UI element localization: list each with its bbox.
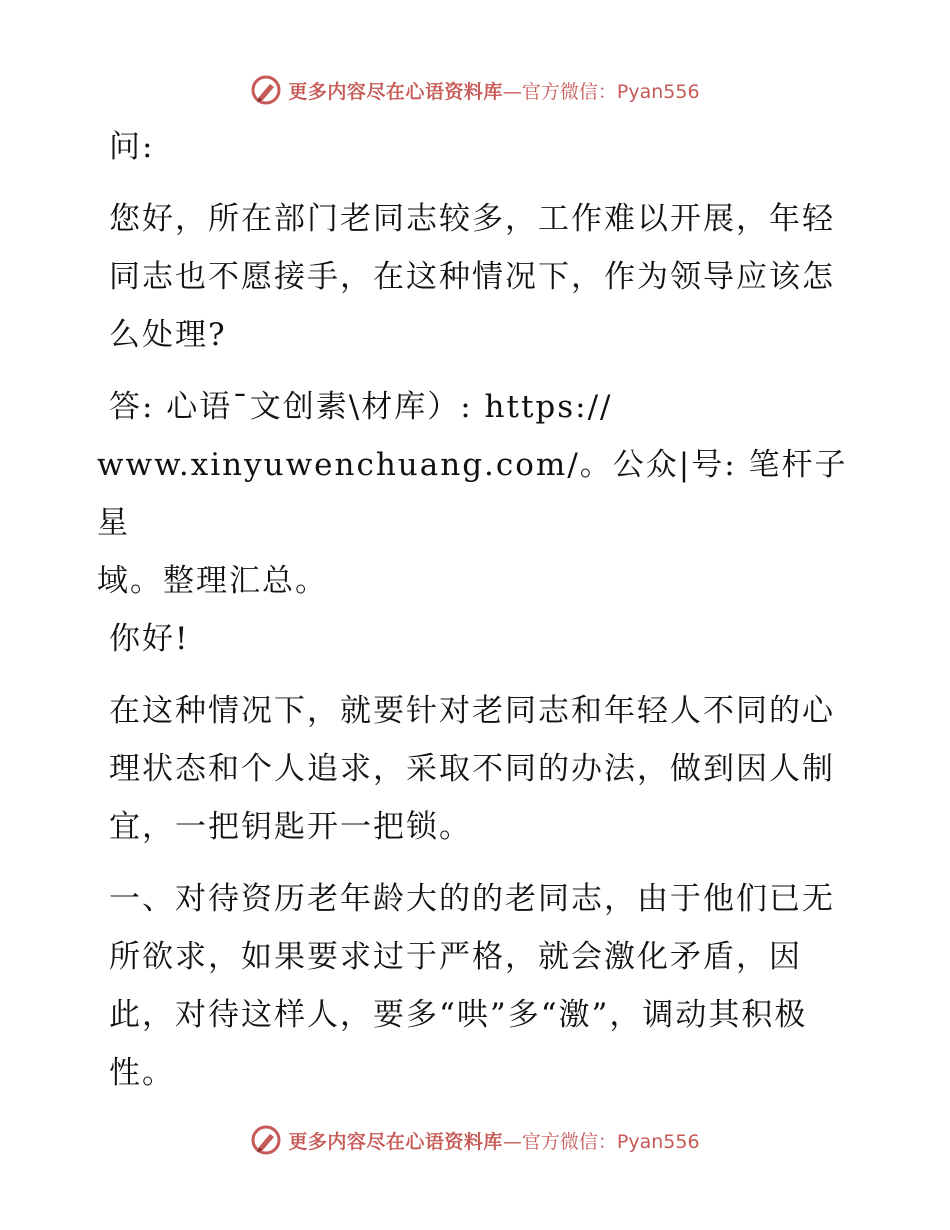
banner-main-text: 更多内容尽在心语资料库 [288, 80, 503, 103]
banner-main-text: 更多内容尽在心语资料库 [288, 1130, 503, 1153]
answer-line-3: 域。整理汇总。 [97, 563, 328, 599]
footer-banner [0, 1120, 950, 1160]
greeting: 你好! [109, 621, 190, 657]
paragraph-2: 一、对待资历老年龄大的的老同志，由于他们已无所欲求，如果要求过于严格，就会激化矛盾，因此，对待这样人，要多“哄”多“激”，调动其积极性。 [109, 881, 835, 1091]
question-label: 问: [109, 129, 155, 165]
answer-block [97, 378, 857, 610]
answer-line-2: www.xinyuwenchuang.com/。公众|号: 笔杆子星 [97, 447, 848, 541]
pen-logo-icon [250, 74, 282, 106]
paragraph-1: 在这种情况下，就要针对老同志和年轻人不同的心理状态和个人追求，采取不同的办法，做到因人制宜，一把钥匙开一把锁。 [109, 693, 835, 845]
pen-logo-icon [250, 1124, 282, 1156]
answer-line-1: 答: 心语¯文创素\材库）: https:// [109, 389, 613, 425]
document-body [97, 118, 857, 1102]
header-banner [0, 70, 950, 110]
question-text: 您好，所在部门老同志较多，工作难以开展，年轻同志也不愿接手，在这种情况下，作为领导应该怎么处理? [109, 201, 835, 353]
banner-sub-text: —官方微信：Pyan556 [502, 1130, 700, 1153]
banner-sub-text: —官方微信：Pyan556 [502, 80, 700, 103]
